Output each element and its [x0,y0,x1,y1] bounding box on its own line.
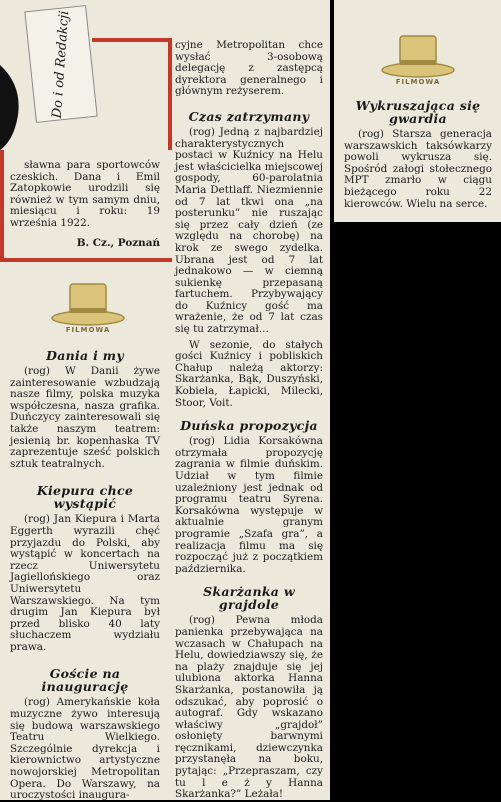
article-title-kiepura: Kiepura chce wystąpić [36,483,134,512]
article-text-dunska: (rog) Lidia Korsakówna otrzymała propozycję zagrania w filmie duńskim. Udział w tym filmie uzależniony jest jednak od programu teatru Syrena. Korsakówna występuje w aktualnie granym programie „Szafa gra”, a realizacja filmu ma się rozpocząć już z początkiem października. [175,435,323,575]
column-header: Do i od Redakcji [49,9,73,119]
red-frame-bottom [0,258,172,262]
article-title-dania: Dania i my [46,348,124,363]
clipping-column [344,95,492,210]
bird-illustration [0,55,30,155]
article-title-gwardia: Wykruszająca się gwardia [355,98,481,126]
right-column [175,40,323,801]
article-text-gwardia: (rog) Starsza generacja warszawskich taksówkarzy powoli wykrusza się. Spośród załogi stołecznego MPT zmarło w ciągu bieżącego roku 22 kierowców. Wielu na serce. [344,128,492,210]
filmowa-logo-right [378,32,458,86]
logo-brand: FILMOWA [65,326,111,334]
article-text-skarzanka: (rog) Pewna młoda panienka przebywająca na wczasach w Chałupach na Helu, dowiedziawszy się, że na plaży znajduje się jej ulubiona aktorka Hanna Skarżanka, postanowiła ją odszukać, aby poprosić o autograf. Gdy wskazano właściwy „grajdoł” osłonięty barwnymi ręcznikami, dziewczynka przystanęła na boku, pytając: „Przepraszam, czy tu l e ż y Hanna Skarżanka?” Leżała! [175,614,323,801]
article-title-skarzanka: Skarżanka w grajdole [203,584,295,613]
filmowa-logo [48,280,128,334]
article-text-goscie: (rog) Amerykańskie koła muzyczne żywo interesują się budową warszawskiego Teatru Wielkiego. Szczególnie dyrekcja i kierownictwo artystyczne nowojorskiej Metropolitan Opera. Do Warszawy, na uroczystości inaugura- [10,696,160,802]
letter-reply-text: sławna para sportowców czeskich. Dana i Emil Zatopkowie urodzili się również w tym samym dniu, miesiącu i roku: 19 września 1922. [10,159,160,229]
top-hat-icon [378,32,458,82]
article-text-goscie-cont: cyjne Metropolitan chce wysłać 3-osobową delegację z zastępcą dyrektora generalnego i głównym reżyserem. [175,39,323,98]
column-header-box [24,5,97,123]
top-hat-icon [48,280,128,330]
logo-brand: FILMOWA [395,78,441,86]
article-text-kiepura: (rog) Jan Kiepura i Marta Eggerth wyrazili chęć przyjazdu do Polski, aby wystąpić w koncertach na rzecz Uniwersytetu Jagiellońskiego oraz Uniwersytetu Warszawskiego. Na tym drugim Jan Kiepura był przed blisko 40 laty słuchaczem wydziału prawa. [10,513,160,653]
letter-signature: B. Cz., Poznań [76,236,160,249]
article-title-dunska: Duńska propozycja [180,418,318,434]
red-frame-left [0,150,4,262]
article-title-czas: Czas zatrzymany [188,108,310,124]
article-title-goscie: Goście na inaugurację [41,666,129,695]
letter-reply [10,160,160,249]
article-text-czas-1: (rog) Jedną z najbardziej charakterystycznych postaci w Kuźnicy na Helu jest właścicielka miejscowej gospody, 60-parolatnia Maria Dettlaff. Niezmiennie od 7 lat tkwi ona „na posterunku” nie ruszając się przez cały dzień (ze względu na chorobę) na krok ze swego zydelka. Ubrana jest od 7 lat jednakowo — w ciemną sukienkę przepasaną fartuchem. Przybywający do Kuźnicy gość ma wrażenie, że od 7 lat czas się tu zatrzymał... [175,125,323,336]
red-frame-top [92,38,172,42]
red-frame-right [168,38,172,150]
article-text-czas-2: W sezonie, do stałych gości Kuźnicy i pobliskich Chałup należą aktorzy: Skarżanka, Bąk, Duszyński, Kobiela, Łapicki, Milecki, Stoor, Voit. [175,338,323,409]
article-text-dania: (rog) W Danii żywe zainteresowanie wzbudzają nasze filmy, polska muzyka współczesna, nasza grafika. Duńczycy zainteresowali się także naszym teatrem: jesienią br. kopenhaska TV zaprezentuje sześć polskich sztuk teatralnych. [10,365,160,470]
left-column [10,345,160,802]
